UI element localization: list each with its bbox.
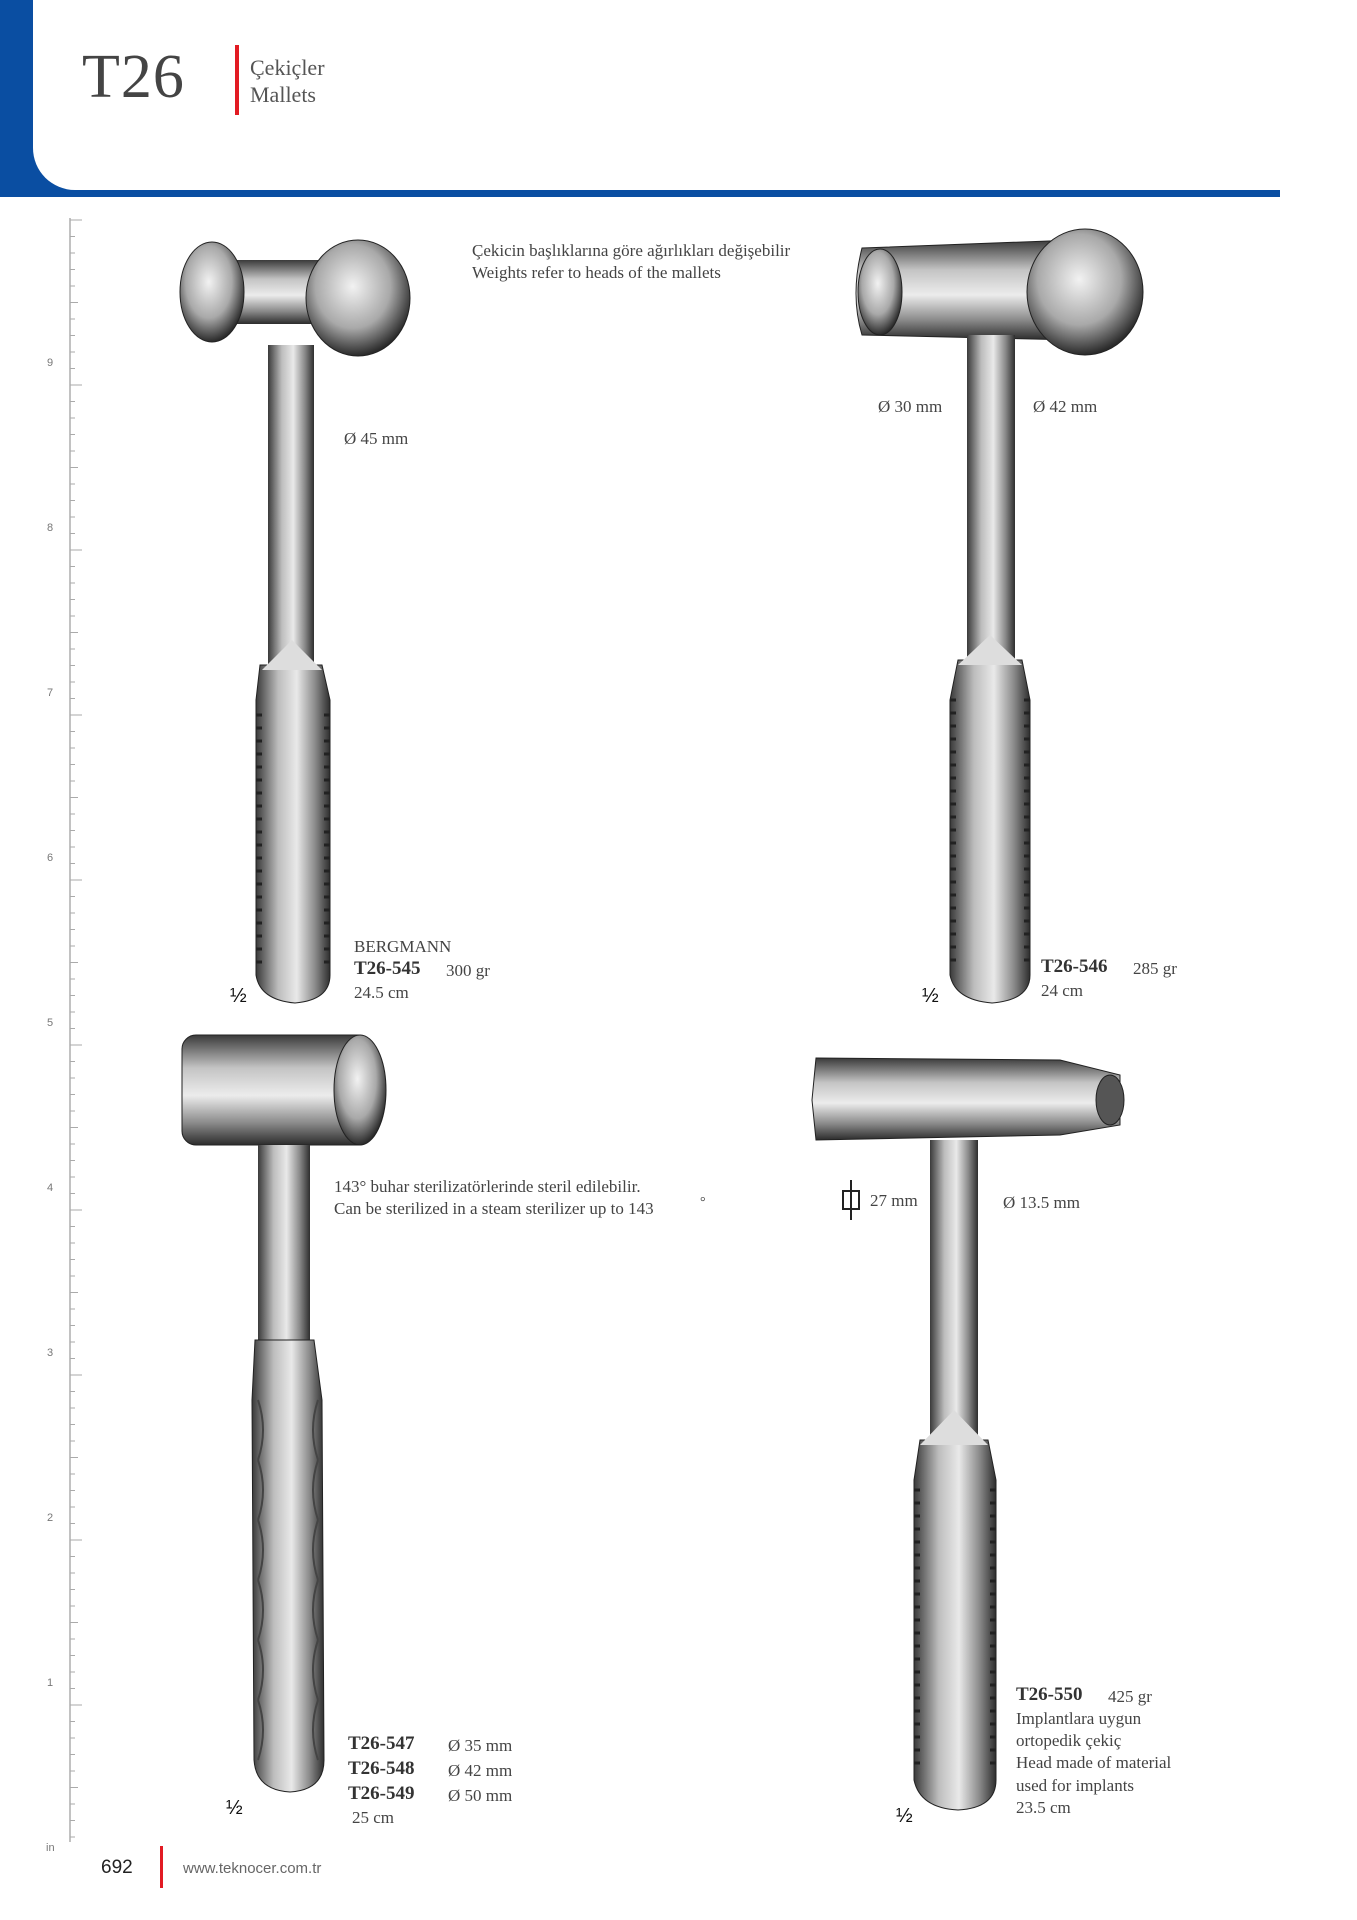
t26-547-scale: ½ (226, 1797, 243, 1819)
t26-546-scale: ½ (922, 985, 939, 1007)
ruler-number-9: 9 (47, 357, 54, 369)
ruler-unit: in (46, 1842, 55, 1854)
t26-546-diameter-right: Ø 42 mm (1033, 397, 1098, 416)
t26-550-desc-tr-2: ortopedik çekiç (1016, 1731, 1122, 1750)
website-link[interactable]: www.teknocer.com.tr (183, 1860, 322, 1877)
steril-note-tr: 143° buhar sterilizatörlerinde steril edilebilir. (334, 1177, 641, 1196)
t26-550-length: 23.5 cm (1016, 1798, 1071, 1817)
t26-546-length: 24 cm (1041, 981, 1084, 1000)
t26-550-diameter: Ø 13.5 mm (1003, 1193, 1080, 1212)
weights-note-en: Weights refer to heads of the mallets (472, 263, 721, 282)
ruler-number-2: 2 (47, 1512, 54, 1524)
page-number: 692 (101, 1857, 133, 1878)
t26-550-scale: ½ (896, 1805, 913, 1827)
ruler-number-1: 1 (47, 1677, 54, 1689)
t26-547-diameter: Ø 35 mm (448, 1736, 513, 1755)
t26-546-diameter-left: Ø 30 mm (878, 397, 943, 416)
t26-545-weight: 300 gr (446, 961, 490, 980)
mallet-t26-546-image (856, 229, 1143, 1003)
steril-note-en: Can be sterilized in a steam sterilizer up to 143 (334, 1199, 654, 1218)
t26-549-code: T26-549 (348, 1783, 415, 1804)
section-title-tr: Çekiçler (250, 55, 325, 80)
ruler-number-4: 4 (47, 1182, 54, 1194)
t26-550-square-size: 27 mm (870, 1191, 918, 1210)
t26-550-desc-en-2: used for implants (1016, 1776, 1135, 1795)
t26-546-code: T26-546 (1041, 956, 1108, 977)
footer-divider (160, 1846, 163, 1888)
section-title-en: Mallets (250, 82, 316, 107)
t26-550-desc-tr-1: Implantlara uygun (1016, 1709, 1142, 1728)
ruler-number-5: 5 (47, 1017, 54, 1029)
mallet-t26-545-image (180, 240, 410, 1003)
square-size-icon (843, 1180, 859, 1220)
t26-548-code: T26-548 (348, 1758, 415, 1779)
ruler-number-8: 8 (47, 522, 54, 534)
t26-548-diameter: Ø 42 mm (448, 1761, 513, 1780)
t26-546-weight: 285 gr (1133, 959, 1177, 978)
weights-note-tr: Çekicin başlıklarına göre ağırlıkları değişebilir (472, 241, 791, 260)
t26-545-code: T26-545 (354, 958, 421, 979)
t26-545-diameter: Ø 45 mm (344, 429, 409, 448)
mallet-t26-547-image (182, 1035, 386, 1792)
ruler-number-7: 7 (47, 687, 54, 699)
t26-550-code: T26-550 (1016, 1684, 1083, 1705)
t26-550-weight: 425 gr (1108, 1687, 1152, 1706)
t26-545-brand: BERGMANN (354, 937, 452, 956)
t26-547-code: T26-547 (348, 1733, 415, 1754)
section-code: T26 (82, 43, 185, 111)
t26-549-diameter: Ø 50 mm (448, 1786, 513, 1805)
t26-547-length: 25 cm (352, 1808, 395, 1827)
t26-545-scale: ½ (230, 985, 247, 1007)
t26-550-desc-en-1: Head made of material (1016, 1753, 1172, 1772)
ruler-number-3: 3 (47, 1347, 54, 1359)
steril-note-degree: ° (700, 1195, 706, 1210)
t26-545-length: 24.5 cm (354, 983, 409, 1002)
ruler-number-6: 6 (47, 852, 54, 864)
